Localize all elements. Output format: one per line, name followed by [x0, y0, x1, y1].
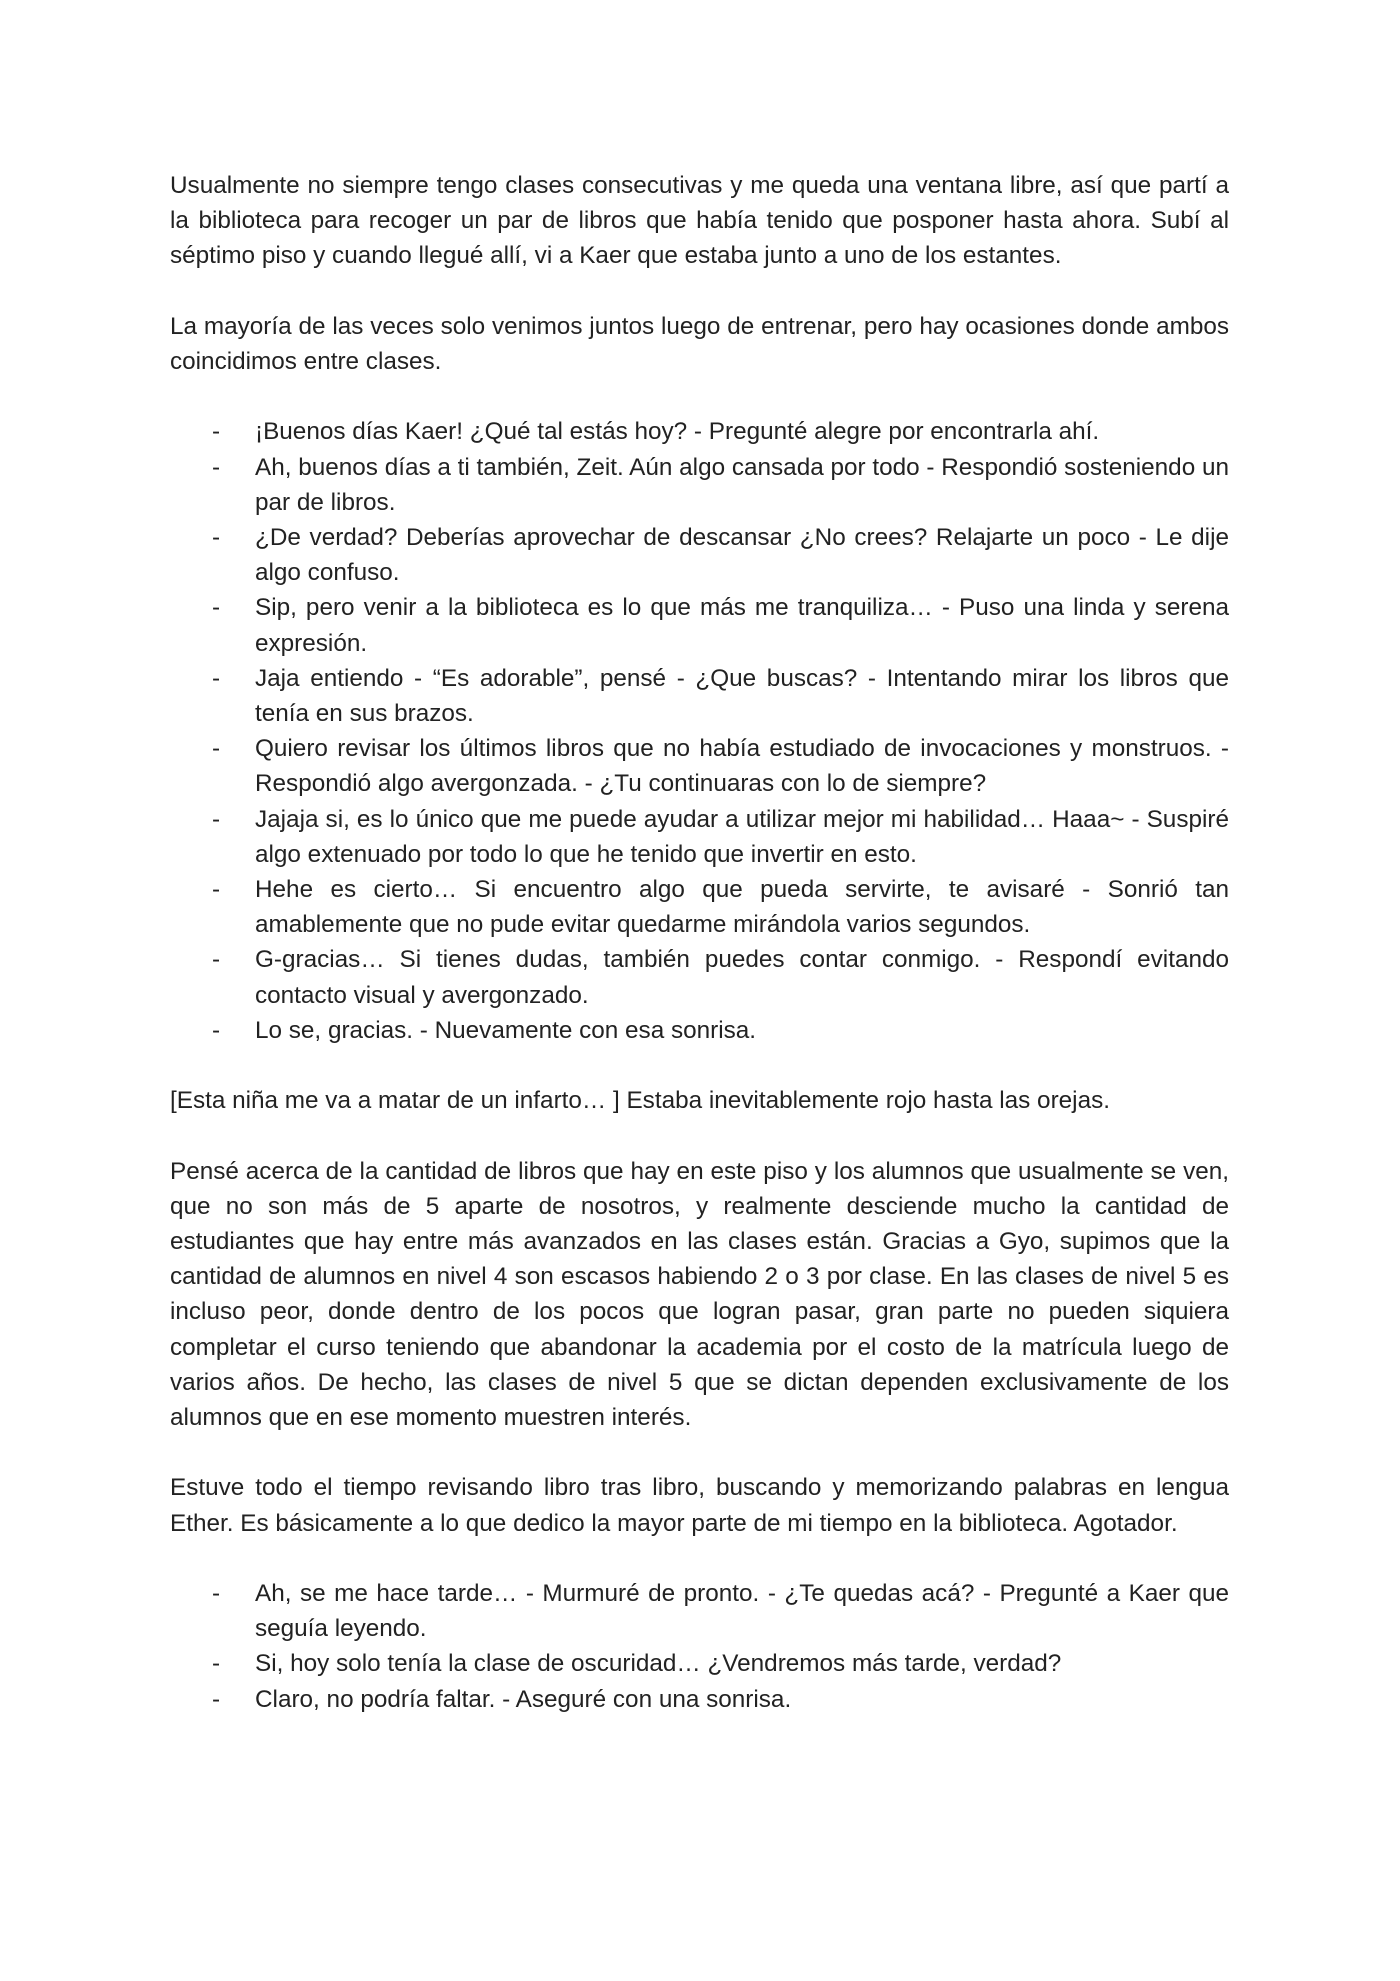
- dialogue-line: [170, 520, 1229, 590]
- dialogue-line: [170, 450, 1229, 520]
- dialogue-line: [170, 1013, 1229, 1048]
- dialogue-line: [170, 590, 1229, 660]
- dialogue-text: ¡Buenos días Kaer! ¿Qué tal estás hoy? - Pregunté alegre por encontrarla ahí.: [255, 418, 1100, 446]
- dash-bullet: -: [212, 664, 221, 692]
- dash-bullet: -: [212, 1685, 221, 1713]
- dash-bullet: -: [212, 805, 221, 833]
- paragraph-study: Estuve todo el tiempo revisando libro tras libro, buscando y memorizando palabras en lengua Ether. Es básicamente a lo que dedico la mayor parte de mi tiempo en la biblioteca. Agotador.: [170, 1474, 1229, 1537]
- dialogue-line: [170, 414, 1229, 449]
- dialogue-line: [170, 802, 1229, 872]
- dialogue-line: [170, 872, 1229, 942]
- dialogue-list-2: [170, 1576, 1229, 1717]
- dialogue-line: [170, 661, 1229, 731]
- dash-bullet: -: [212, 876, 221, 904]
- dialogue-line: [170, 731, 1229, 801]
- dash-bullet: -: [212, 1016, 221, 1044]
- dash-bullet: -: [212, 735, 221, 763]
- dialogue-text: Lo se, gracias. - Nuevamente con esa sonrisa.: [255, 1016, 757, 1044]
- dialogue-line: [170, 1682, 1229, 1717]
- paragraph-intro: Usualmente no siempre tengo clases consecutivas y me queda una ventana libre, así que partí a la biblioteca para recoger un par de libros que había tenido que posponer hasta ahora. Subí al séptimo piso y cuando llegué allí, vi a Kaer que estaba junto a uno de los estantes.: [170, 172, 1229, 270]
- dash-bullet: -: [212, 453, 221, 481]
- paragraph-context: La mayoría de las veces solo venimos juntos luego de entrenar, pero hay ocasiones donde ambos coincidimos entre clases.: [170, 312, 1229, 375]
- dialogue-list-1: [170, 414, 1229, 1048]
- dash-bullet: -: [212, 946, 221, 974]
- dash-bullet: -: [212, 1650, 221, 1678]
- dialogue-text: G-gracias… Si tienes dudas, también puedes contar conmigo. - Respondí evitando contacto visual y avergonzado.: [255, 946, 1229, 1009]
- dash-bullet: -: [212, 524, 221, 551]
- paragraph-thought: [Esta niña me va a matar de un infarto… ] Estaba inevitablemente rojo hasta las orejas.: [170, 1087, 1110, 1115]
- dialogue-text: Ah, se me hace tarde… - Murmuré de pronto. - ¿Te quedas acá? - Pregunté a Kaer que seguía leyendo.: [255, 1580, 1229, 1643]
- dialogue-text: Hehe es cierto… Si encuentro algo que pueda servirte, te avisaré - Sonrió tan amablemente que no pude evitar quedarme mirándola varios segundos.: [255, 876, 1229, 939]
- dash-bullet: -: [212, 1580, 221, 1608]
- dialogue-text: ¿De verdad? Deberías aprovechar de descansar ¿No crees? Relajarte un poco - Le dije algo confuso.: [255, 524, 1229, 587]
- dialogue-text: Sip, pero venir a la biblioteca es lo que más me tranquiliza… - Puso una linda y serena expresión.: [255, 594, 1229, 657]
- dialogue-text: Jaja entiendo - “Es adorable”, pensé - ¿Que buscas? - Intentando mirar los libros que tenía en sus brazos.: [255, 664, 1229, 728]
- dash-bullet: -: [212, 418, 221, 446]
- paragraph-reflection: Pensé acerca de la cantidad de libros que hay en este piso y los alumnos que usualmente se ven, que no son más de 5 aparte de nosotros, y realmente desciende mucho la cantidad de estudiantes que hay entre más avanzados en las clases están. Gracias a Gyo, supimos que la cantidad de alumnos en nivel 4 son escasos habiendo 2 o 3 por clase. En las clases de nivel 5 es incluso peor, donde dentro de los pocos que logran pasar, gran parte no pueden siquiera completar el curso teniendo que abandonar la academia por el costo de la matrícula luego de varios años. De hecho, las clases de nivel 5 que se dictan dependen exclusivamente de los alumnos que en ese momento muestren interés.: [170, 1157, 1229, 1432]
- dash-bullet: -: [212, 594, 221, 622]
- dialogue-text: Jajaja si, es lo único que me puede ayudar a utilizar mejor mi habilidad… Haaa~ - Suspiré algo extenuado por todo lo que he tenido que invertir en esto.: [255, 805, 1229, 868]
- dialogue-line: [170, 942, 1229, 1012]
- dialogue-text: Claro, no podría faltar. - Aseguré con una sonrisa.: [255, 1685, 792, 1713]
- dialogue-line: [170, 1576, 1229, 1646]
- dialogue-text: Si, hoy solo tenía la clase de oscuridad… ¿Vendremos más tarde, verdad?: [255, 1650, 1062, 1678]
- dialogue-text: Quiero revisar los últimos libros que no había estudiado de invocaciones y monstruos. - Respondió algo avergonzada. - ¿Tu continuaras con lo de siempre?: [255, 735, 1229, 798]
- dialogue-line: [170, 1646, 1229, 1681]
- dialogue-text: Ah, buenos días a ti también, Zeit. Aún algo cansada por todo - Respondió sosteniendo un par de libros.: [255, 453, 1229, 516]
